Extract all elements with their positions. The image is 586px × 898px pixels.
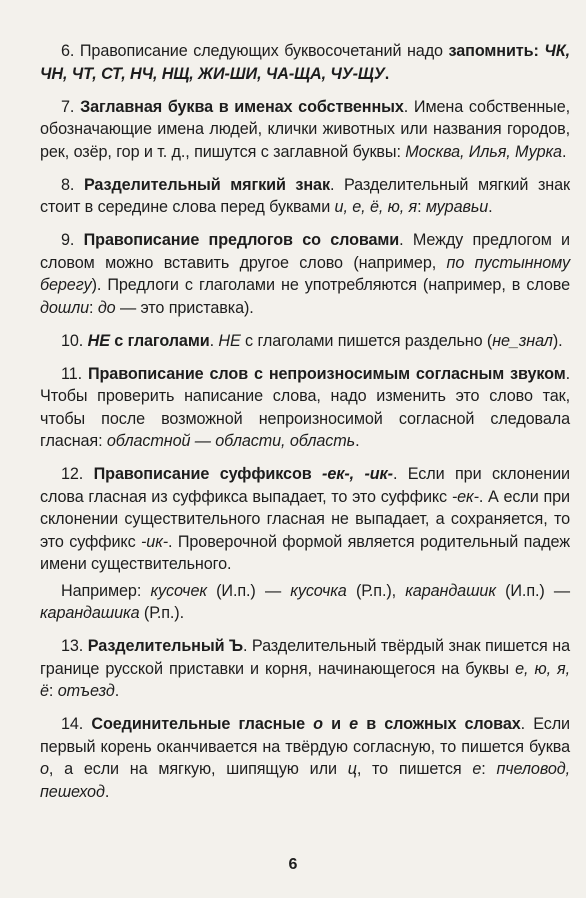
rule-6: 6. Правописание следующих буквосочетаний надо запомнить: ЧК, ЧН, ЧТ, СТ, НЧ, НЩ, ЖИ-ШИ, ЧА-ЩА, ЧУ-ЩУ.: [40, 42, 570, 83]
rule-title: Разделительный Ъ: [87, 637, 243, 655]
rule-9: 9. Правописание предлогов со словами. Между предлогом и словом можно вставить другое слово (например, по пустынному берегу). Предлоги с глаголами не употребляются (например, в слове дошли: до — это приставка).: [40, 231, 570, 317]
rule-title: Соединительные гласные о и е в сложных словах: [91, 715, 521, 733]
rule-example: не_знал: [492, 331, 553, 350]
rule-title: НЕ с глаголами: [87, 331, 210, 350]
rule-13: 13. Разделительный Ъ. Разделительный твёрдый знак пишется на границе русской приставки и корня, начинающегося на буквы е, ю, я, ё: отъезд.: [40, 637, 570, 700]
rule-10: 10. НЕ с глаголами. НЕ с глаголами пишется раздельно (не_знал).: [61, 331, 563, 350]
rule-number: 14.: [61, 715, 84, 733]
page-number: 6: [288, 856, 298, 873]
rule-keyword: запомнить: [448, 42, 534, 60]
rule-example: муравьи: [425, 198, 489, 216]
rule-number: 6.: [61, 42, 75, 60]
rule-14: 14. Соединительные гласные о и е в сложных словах. Если первый корень оканчивается на твёрдую согласную, то пишется буква о, а если на мягкую, шипящую или ц, то пишется е: пчеловод, пешеход.: [40, 715, 571, 801]
rule-11: 11. Правописание слов с непроизносимым согласным звуком. Чтобы проверить написание слова, надо изменить это слово так, чтобы после возможной непроизносимой согласной следовала гласная: областной — области, область.: [40, 364, 570, 450]
rule-number: 13.: [61, 637, 84, 655]
rules-list: [40, 40, 570, 814]
rule-number: 12.: [61, 465, 84, 483]
rule-title: Заглавная буква в именах собственных: [80, 97, 404, 116]
rule-example: Например: кусочек (И.п.) — кусочка (Р.п.), карандашик (И.п.) — карандашика (Р.п.).: [40, 581, 570, 622]
rule-title: Разделительный мягкий знак: [83, 175, 330, 194]
rule-title: Правописание слов с непроизносимым согласным звуком: [87, 364, 566, 383]
rule-example: Москва, Илья, Мурка: [405, 142, 562, 161]
letter-combinations: ЧК, ЧН, ЧТ, СТ, НЧ, НЩ, ЖИ-ШИ, ЧА-ЩА, ЧУ-ЩУ: [40, 42, 570, 83]
rule-number: 11.: [61, 364, 83, 383]
rule-7: 7. Заглавная буква в именах собственных. Имена собственные, обозначающие имена людей, клички животных или названия городов, рек, озёр, гор и т. д., пишутся с заглавной буквы: Москва, Илья, Мурка.: [40, 97, 570, 161]
rule-12: 12. Правописание суффиксов -ек-, -ик-. Если при склонении слова гласная из суффикса выпадает, то это суффикс -ек-. А если при склонении существительного гласная не выпадает, а сохраняется, то это суффикс -ик-. Проверочной формой является родительный падеж имени существительного. Например: кусочек (И.п.) — кусочка (Р.п.), карандашик (И.п.) — карандашика (Р.п.).: [40, 463, 570, 625]
rule-example: пчеловод, пешеход: [40, 760, 570, 801]
rule-number: 7.: [61, 97, 75, 116]
rule-example: областной — области, область: [106, 432, 356, 450]
rule-number: 9.: [61, 231, 75, 249]
rule-title: Правописание предлогов со словами: [83, 231, 400, 249]
rule-title: Правописание суффиксов -ек-, -ик-: [93, 465, 393, 483]
rule-number: 8.: [61, 175, 75, 194]
rule-example: отъезд: [57, 682, 115, 700]
rule-8: 8. Разделительный мягкий знак. Разделительный мягкий знак стоит в середине слова перед буквами и, е, ё, ю, я: муравьи.: [40, 175, 570, 216]
rule-number: 10.: [61, 331, 84, 350]
rule-example: по пустынному берегу: [40, 253, 570, 294]
